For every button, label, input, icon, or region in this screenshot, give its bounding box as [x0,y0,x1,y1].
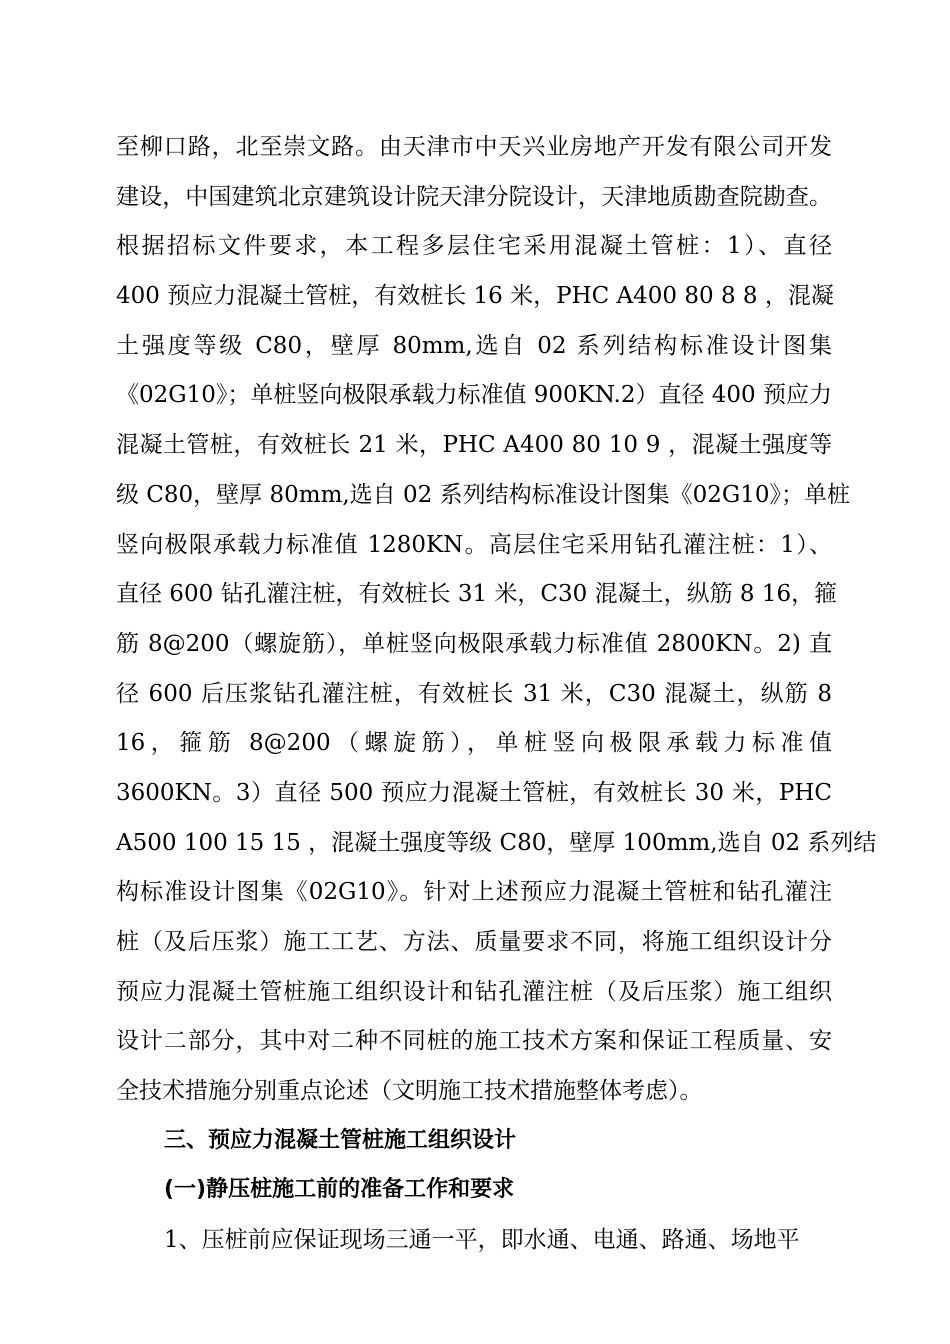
paragraph-line: 直径 600 钻孔灌注桩，有效桩长 31 米，C30 混凝土，纵筋 8 16，箍 [116,581,838,608]
paragraph-line: 土强度等级 C80，壁厚 80mm,选自 02 系列结构标准设计图集 [116,332,832,359]
section-heading: 三、预应力混凝土管桩施工组织设计 [164,1127,517,1153]
paragraph-line: 构标准设计图集《02G10》。针对上述预应力混凝土管桩和钻孔灌注 [116,879,832,906]
paragraph-line: 400 预应力混凝土管桩，有效桩长 16 米，PHC A400 80 8 8 ，混凝 [116,283,834,310]
paragraph-line: 设计二部分，其中对二种不同桩的施工技术方案和保证工程质量、安 [116,1028,832,1055]
paragraph-line: 16，箍筋 8@200（螺旋筋），单桩竖向极限承载力标准值 [116,730,832,757]
paragraph-line: 竖向极限承载力标准值 1280KN。高层住宅采用钻孔灌注桩：1）、 [116,531,832,558]
paragraph-line: 至柳口路，北至崇文路。由天津市中天兴业房地产开发有限公司开发 [116,134,832,160]
list-item: 1、压桩前应保证现场三通一平，即水通、电通、路通、场地平 [164,1227,800,1254]
paragraph-line: 混凝土管桩，有效桩长 21 米，PHC A400 80 10 9 ，混凝土强度等 [116,432,832,459]
paragraph-line: 预应力混凝土管桩施工组织设计和钻孔灌注桩（及后压浆）施工组织 [116,978,832,1005]
paragraph-line: 根据招标文件要求，本工程多层住宅采用混凝土管桩：1）、直径 [116,233,832,260]
paragraph-line: 3600KN。3）直径 500 预应力混凝土管桩，有效桩长 30 米，PHC [116,779,832,806]
document-body [116,124,877,1267]
subsection-heading: (一)静压桩施工前的准备工作和要求 [164,1177,515,1203]
paragraph-line: 径 600 后压浆钻孔灌注桩，有效桩长 31 米，C30 混凝土，纵筋 8 [116,680,832,707]
paragraph-line: A500 100 15 15 ，混凝土强度等级 C80，壁厚 100mm,选自 02 系列结 [116,829,877,856]
paragraph-line: 筋 8@200（螺旋筋），单桩竖向极限承载力标准值 2800KN。2) 直 [116,630,832,657]
paragraph-line: 级 C80，壁厚 80mm,选自 02 系列结构标准设计图集《02G10》；单桩 [116,481,850,508]
paragraph-line: 全技术措施分别重点论述（文明施工技术措施整体考虑）。 [116,1078,703,1105]
paragraph-line: 桩（及后压浆）施工工艺、方法、质量要求不同，将施工组织设计分 [116,929,832,955]
paragraph-line: 建设，中国建筑北京建筑设计院天津分院设计，天津地质勘查院勘查。 [116,183,832,210]
paragraph-line: 《02G10》；单桩竖向极限承载力标准值 900KN.2）直径 400 预应力 [116,382,832,409]
